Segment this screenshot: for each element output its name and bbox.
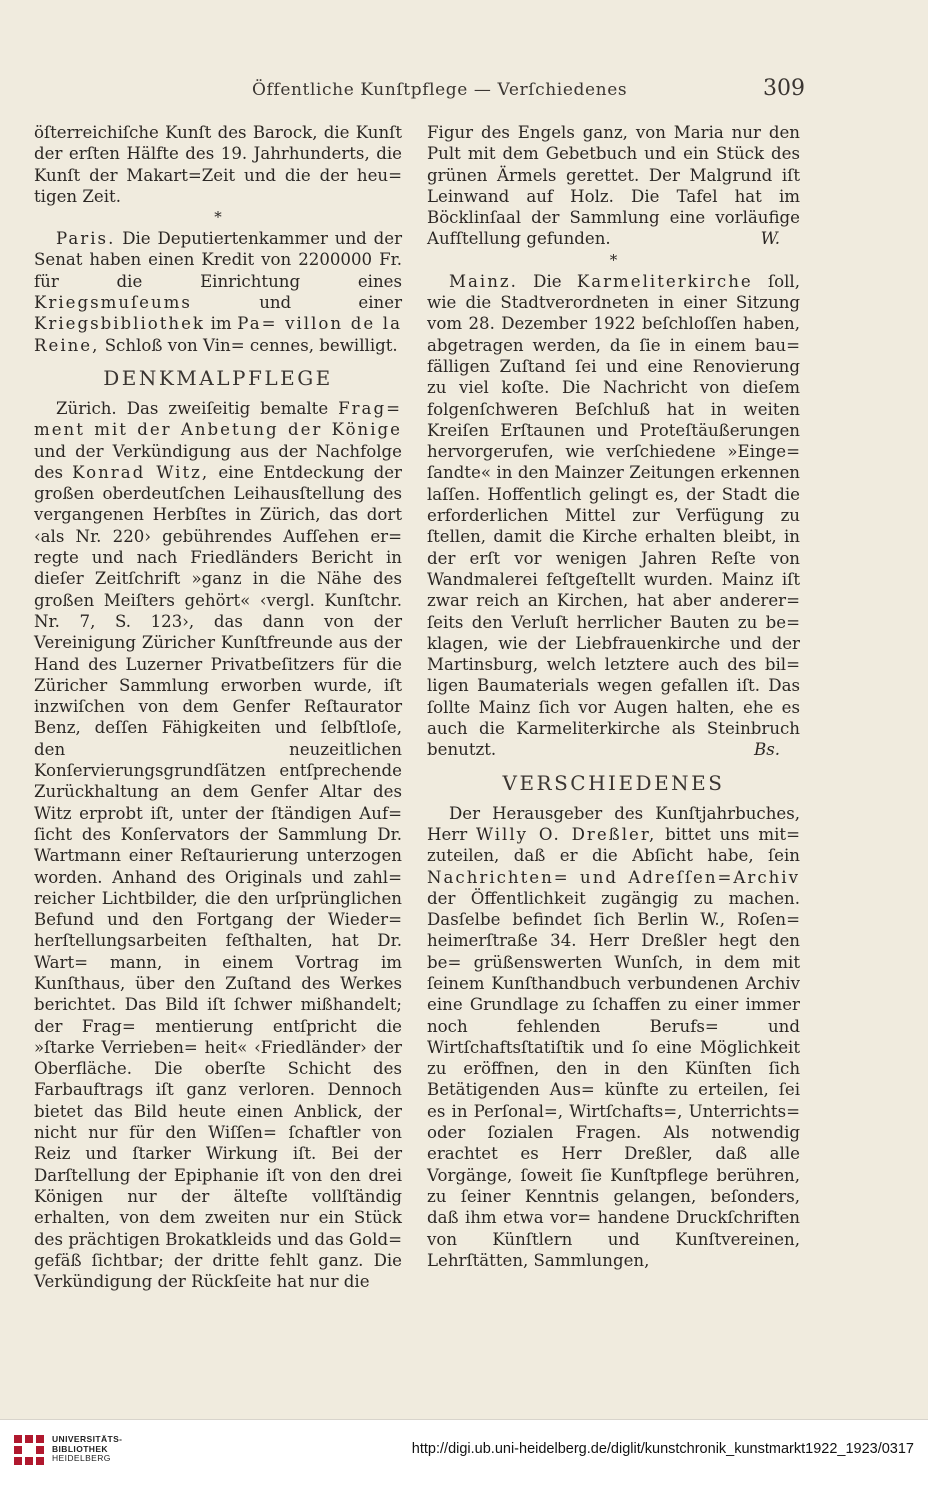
right-paragraph-1: Figur des Engels ganz, von Maria nur den Pult mit dem Gebetbuch und ein Stück des grünen Ärmels gerettet. Der Malgrund iſt Leinwand auf Holz. Die Tafel hat im Böcklinſaal der Sammlung eine vorläufige Aufſtellung gefunden. W. [427, 123, 800, 249]
left-column [34, 122, 402, 1292]
library-footer [0, 1419, 928, 1485]
source-url-link[interactable]: http://digi.ub.uni-heidelberg.de/diglit/kunstchronik_kunstmarkt1922_1923/0317 [411, 1441, 914, 1457]
section-heading-verschiedenes: VERSCHIEDENES [502, 770, 725, 795]
place-paris: Paris. [56, 229, 116, 249]
place-mainz: Mainz. [449, 271, 518, 291]
footer-divider [0, 1419, 928, 1420]
library-name: UNIVERSITÄTS- BIBLIOTHEK HEIDELBERG [52, 1434, 123, 1463]
section-heading-denkmalpflege: DENKMALPFLEGE [103, 365, 333, 390]
signature-bs: Bs. [754, 740, 780, 760]
signature-w: W. [760, 229, 780, 249]
zurich-paragraph: Zürich. Das zweiſeitig bemalte Frag= ment mit der Anbetung der Könige und der Verkündigung aus der Nachfolge des Konrad Witz, eine Entdeckung der großen oberdeutſchen Leihausſtellung des vergangenen Herbſtes in Zürich, das dort ‹als Nr. 220› gebührendes Aufſehen er= regte und nach Friedländers Bericht in dieſer Zeitſchrift »ganz in die Nähe des großen Meiſters gehört« ‹vergl. Kunſtchr. Nr. 7, S. 123›, das dann von der Vereinigung Züricher Kunſtfreunde aus der Hand des Luzerner Privatbeſitzers für die Züricher Sammlung erworben wurde, iſt inzwiſchen von dem Genfer Reſtaurator Benz, deſſen Fähigkeiten und ſelbſtloſe, den neuzeitlichen Konſervierungsgrundſätzen entſprechende Zurückhaltung an dem Genfer Altar des Witz erprobt iſt, unter der ſtändigen Auf= ſicht des Konſervators der Sammlung Dr. Wartmann einer Reſtaurierung unterzogen worden. Anhand des Originals und zahl= reicher Lichtbilder, die den urſprünglichen Befund und den Fortgang der Wieder= herſtellungsarbeiten feſthalten, hat Dr. Wart= mann, in einem Vortrag im Kunſthaus, über den Zuſtand des Werkes berichtet. Das Bild iſt ſchwer mißhandelt; der Frag= mentierung entſpricht die »ſtarke Verrieben= heit« ‹Friedländer› der Oberfläche. Die oberſte Schicht des Farbauftrags iſt ganz verloren. Dennoch bietet das Bild heute einen Anblick, der nicht nur für den Wiſſen= ſchaftler von Reiz und ſtarker Wirkung iſt. Bei der Darſtellung der Epiphanie iſt von den drei Königen nur der älteſte vollſtändig erhalten, von dem zweiten nur ein Stück des prächtigen Brokatkleids und das Gold= gefäß ſichtbar; der dritte fehlt ganz. Die Verkündigung der Rückſeite hat nur die [34, 398, 402, 1292]
dressler-paragraph: Der Herausgeber des Kunſtjahrbuches, Herr Willy O. Dreßler, bittet uns mit= zuteilen, daß er die Abſicht habe, ſein Nachrichten= und Adreſſen=Archiv der Öffentlichkeit zugängig zu machen. Dasſelbe befindet ſich Berlin W., Roſen= heimerſtraße 34. Herr Dreßler hegt den be= grüßenswerten Wunſch, in dem mit ſeinem Kunſthandbuch verbundenen Archiv eine Grundlage zu ſchaffen zu einer immer noch fehlenden Berufs= und Wirtſchaftsſtatiſtik und ſo eine Möglichkeit zu eröffnen, den in den Künſten ſich Betätigenden Aus= künfte zu erteilen, ſei es in Perſonal=, Wirtſchafts=, Unterrichts= oder ſozialen Fragen. Als notwendig erachtet es Herr Dreßler, daß alle Vorgänge, ſoweit ſie Kunſtpflege berühren, zu ſeiner Kenntnis gelangen, beſonders, daß ihm etwa vor= handene Druckſchriften von Künſtlern und Kunſtvereinen, Lehrſtätten, Sammlungen, [427, 803, 800, 1270]
running-head [0, 78, 928, 108]
right-column [427, 122, 800, 1271]
university-library-logo-icon [12, 1433, 46, 1467]
mainz-paragraph: Mainz. Die Karmeliterkirche ſoll, wie die Stadtverordneten in einer Sitzung vom 28. Dezember 1922 beſchloſſen haben, abgetragen werden, da ſie in einem bau= fälligen Zuſtand ſei und eine Renovierung zu viel koſte. Die Nachricht von dieſem folgenſchweren Beſchluß hat in weiten Kreiſen Erſtaunen und Proteſtäußerungen hervorgerufen, wie verſchiedene »Einge= ſandte« in den Mainzer Zeitungen erkennen laſſen. Hoffentlich gelingt es, der Stadt die erforderlichen Mittel zur Verfügung zu ſtellen, damit die Kirche erhalten bleibt, in der erſt vor wenigen Jahren Reſte von Wandmalerei feſtgeſtellt wurden. Mainz iſt zwar reich an Kirchen, hat aber anderer= ſeits den Verluſt herrlicher Bauten zu be= klagen, wie der Liebfrauenkirche und der Martinsburg, welch letztere auch des bil= ligen Baumaterials wegen gefallen iſt. Das ſollte Mainz ſich vor Augen halten, ehe es auch die Karmeliterkirche als Steinbruch benutzt. Bs. [427, 271, 800, 760]
left-paragraph-1: öſterreichiſche Kunſt des Barock, die Kunſt der erſten Hälfte des 19. Jahrhunderts, die Kunſt der Makart=Zeit und die der heu= tigen Zeit. [34, 123, 402, 206]
page-number: 309 [763, 76, 805, 101]
place-zurich: Zürich. [56, 398, 117, 418]
running-title: Öffentliche Kunſtpflege — Verſchiedenes [252, 80, 628, 100]
separator-star: * [609, 250, 618, 269]
separator-star: * [214, 208, 222, 227]
paris-paragraph: Paris. Die Deputiertenkammer und der Senat haben einen Kredit von 2200000 Fr. für die Einrichtung eines Kriegsmuſeums und einer Kriegsbibliothek im Pa= villon de la Reine, Schloß von Vin= cennes, bewilligt. [34, 229, 403, 355]
